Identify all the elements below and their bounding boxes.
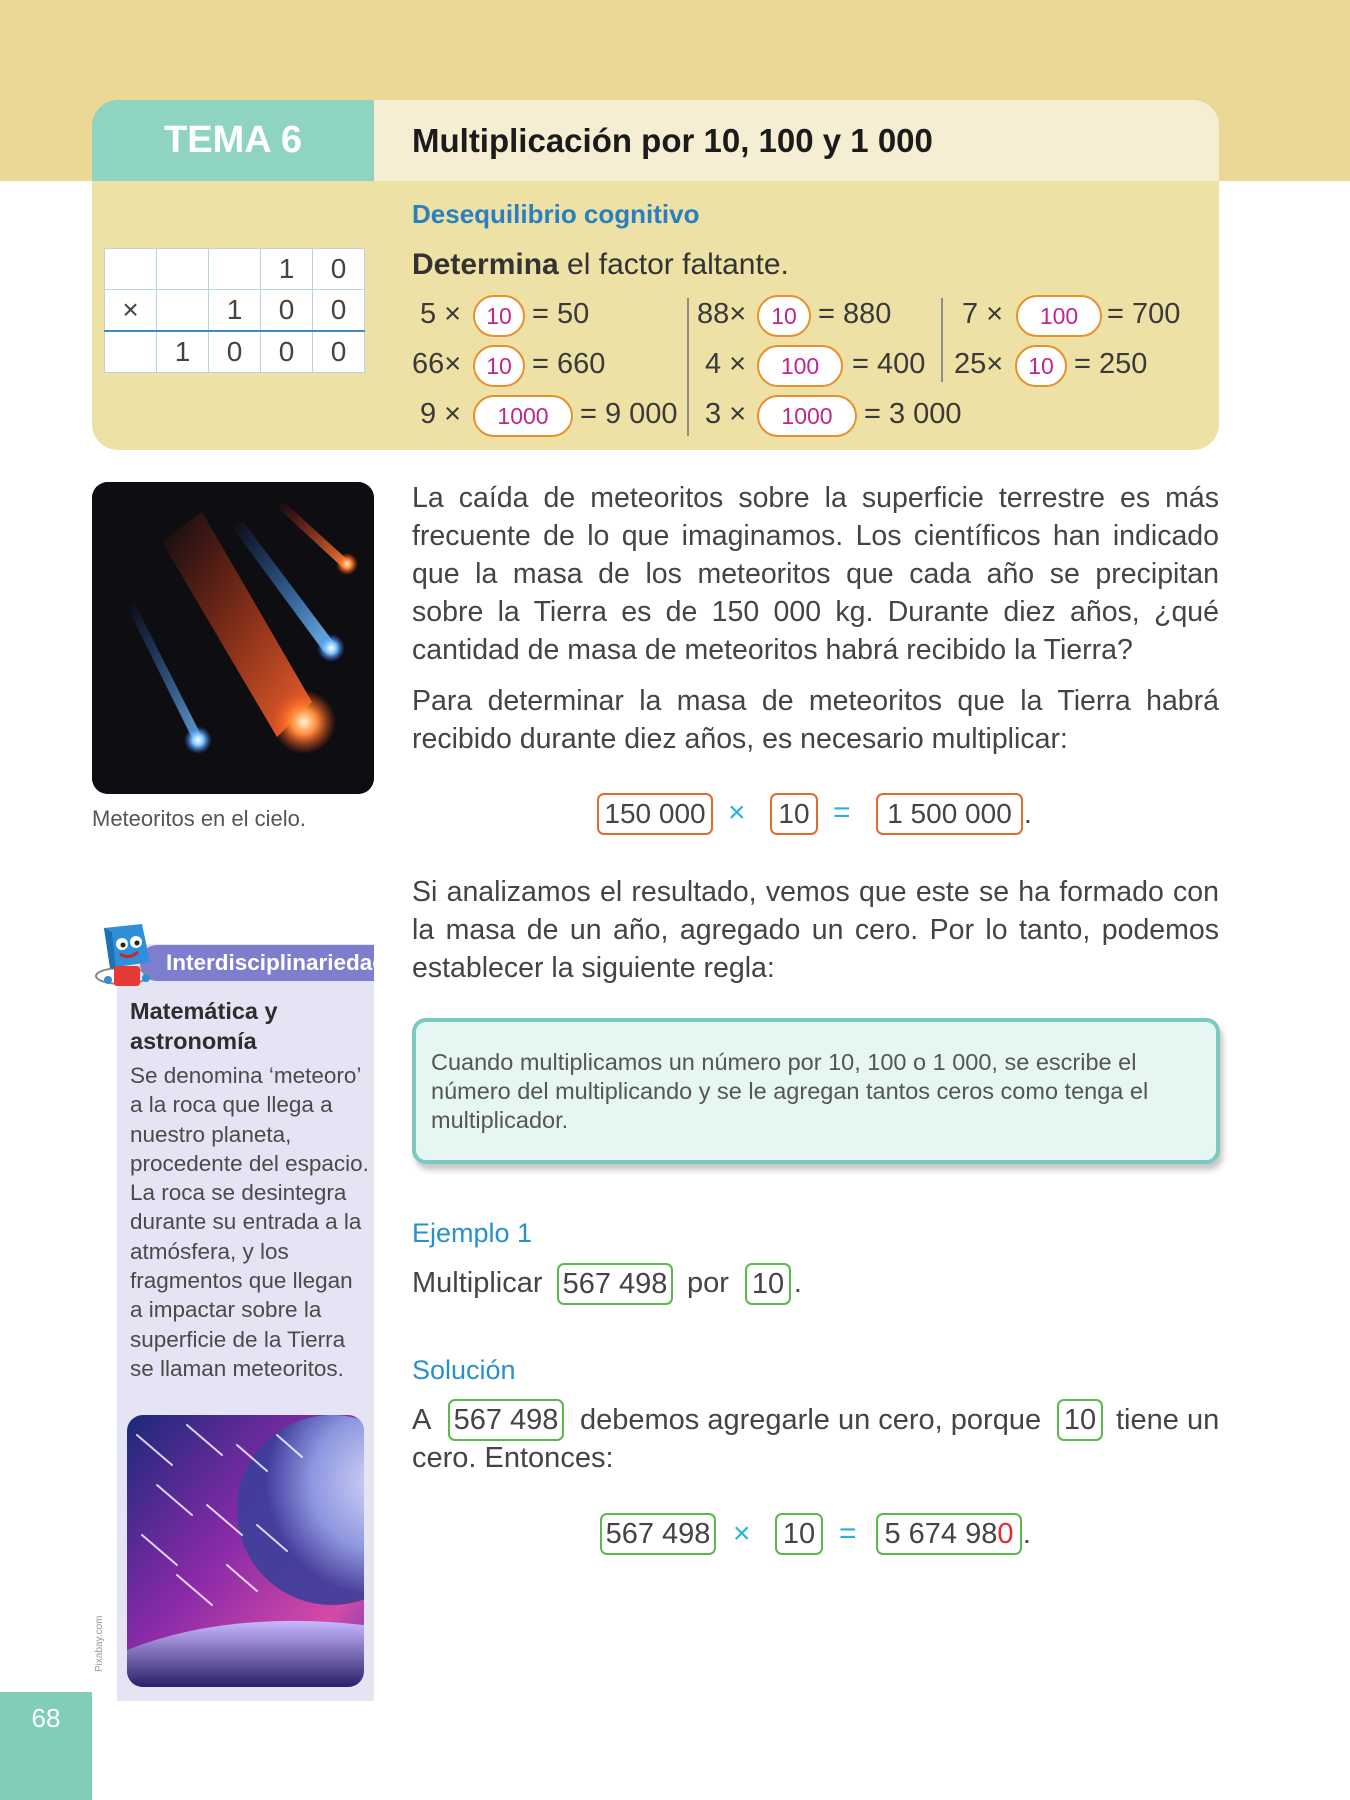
example-heading: Ejemplo 1	[412, 1218, 533, 1248]
factor-box: 10	[775, 1513, 823, 1555]
exercise-right: = 880	[818, 298, 892, 330]
instruction-verb: Determina	[412, 248, 559, 281]
table-cell	[105, 249, 157, 290]
answer-oval: 10	[757, 295, 811, 337]
exercise-left: 88×	[697, 298, 747, 330]
solution-heading: Solución	[412, 1355, 516, 1385]
period: .	[1024, 798, 1032, 829]
exercise-left: 66×	[412, 348, 462, 380]
photo-caption: Meteoritos en el cielo.	[92, 806, 306, 831]
table-cell	[105, 331, 157, 373]
operand-box: 150 000	[597, 793, 713, 835]
instruction	[412, 248, 789, 282]
space-photo	[127, 1415, 364, 1687]
table-cell: 1	[209, 290, 261, 332]
exercise-right: = 250	[1074, 348, 1148, 380]
equals-sign: =	[833, 796, 851, 829]
number-box: 567 498	[448, 1399, 564, 1441]
table-cell	[209, 249, 261, 290]
table-cell	[157, 249, 209, 290]
table-cell: 0	[261, 290, 313, 332]
table-cell: ×	[105, 290, 157, 332]
solution-text: A	[412, 1404, 432, 1436]
instruction-text: el factor faltante.	[558, 248, 789, 281]
operand-box: 567 498	[600, 1513, 716, 1555]
sidebar-text: Se denomina ‘meteoro’ a la roca que llega a nuestro planeta, procedente del espacio. La roca se desintegra durante su entrada a la atmósfera, y los fragmentos que llegan a impactar sobre la superficie de la Tierra se llaman meteoritos.	[130, 1063, 369, 1381]
warmup-heading: Desequilibrio cognitivo	[412, 199, 700, 229]
paragraph-intro: La caída de meteoritos sobre la superficie terrestre es más frecuente de lo que imaginamos. Los científicos han indicado que la masa de los meteoritos que cada año se precipitan sobre la Tierra es de 150 000 kg. Durante diez años, ¿qué cantidad de masa de meteoritos habrá recibido la Tierra?	[412, 482, 1219, 666]
sidebar-title: Matemática y astronomía	[130, 998, 278, 1054]
example-text: por	[687, 1267, 729, 1299]
exercise-right: = 700	[1107, 298, 1181, 330]
table-cell: 0	[313, 290, 365, 332]
answer-oval: 100	[757, 345, 843, 387]
times-sign: ×	[728, 796, 746, 829]
meteor-photo	[92, 482, 374, 794]
book-mascot-icon	[92, 922, 162, 994]
period: .	[1023, 1518, 1031, 1549]
solution-text: cero. Entonces:	[412, 1442, 614, 1474]
exercise-right: = 660	[532, 348, 606, 380]
exercise-right: = 50	[532, 298, 590, 330]
result-digits: 5 674 98	[884, 1517, 998, 1550]
answer-oval: 1000	[757, 395, 857, 437]
answer-oval: 10	[473, 295, 525, 337]
page-title: Multiplicación por 10, 100 y 1 000	[374, 100, 1219, 181]
table-cell: 0	[261, 331, 313, 373]
exercise-right: = 9 000	[580, 398, 678, 430]
paragraph-analysis: Si analizamos el resultado, vemos que este se ha formado con la masa de un año, agregado un cero. Por lo tanto, podemos establecer la siguiente regla:	[412, 876, 1219, 984]
answer-oval: 100	[1016, 295, 1102, 337]
solution-text: debemos agregarle un cero, porque	[580, 1404, 1042, 1436]
answer-oval: 1000	[473, 395, 573, 437]
page-number: 68	[31, 1703, 61, 1733]
exercise-left: 7 ×	[962, 298, 1004, 330]
result-box: 1 500 000	[876, 793, 1023, 835]
answer-oval: 10	[473, 345, 525, 387]
exercise-left: 4 ×	[705, 348, 747, 380]
exercise-right: = 3 000	[864, 398, 962, 430]
paragraph-method: Para determinar la masa de meteoritos que la Tierra habrá recibido durante diez años, es necesario multiplicar:	[412, 685, 1219, 755]
table-cell: 1	[261, 249, 313, 290]
table-row	[105, 290, 365, 332]
exercise-right: = 400	[852, 348, 926, 380]
exercise-left: 9 ×	[420, 398, 462, 430]
column-divider	[687, 298, 689, 436]
interdisciplinary-banner: Interdisciplinariedad	[140, 945, 374, 981]
example-text: Multiplicar	[412, 1267, 543, 1299]
appended-zero: 0	[997, 1517, 1014, 1550]
topic-label: TEMA 6	[92, 100, 374, 181]
exercise-left: 3 ×	[705, 398, 747, 430]
exercise-left: 25×	[954, 348, 1004, 380]
table-cell: 0	[313, 249, 365, 290]
equals-sign: =	[839, 1517, 857, 1550]
number-box: 567 498	[557, 1263, 673, 1305]
solution-text: tiene un	[1116, 1404, 1220, 1436]
table-cell	[157, 290, 209, 332]
multiplication-table	[104, 248, 365, 373]
column-divider	[941, 298, 943, 382]
period: .	[794, 1267, 802, 1298]
rule-box: Cuando multiplicamos un número por 10, 100 o 1 000, se escribe el número del multiplicando y se le agregan tantos ceros como tenga el multiplicador.	[412, 1018, 1220, 1164]
table-row	[105, 331, 365, 373]
table-row	[105, 249, 365, 290]
photo-credit: Pixabay.com	[94, 1615, 105, 1672]
factor-box: 10	[1057, 1399, 1103, 1441]
exercise-left: 5 ×	[420, 298, 462, 330]
factor-box: 10	[770, 793, 818, 835]
table-cell: 0	[209, 331, 261, 373]
factor-box: 10	[745, 1263, 791, 1305]
table-cell: 1	[157, 331, 209, 373]
table-cell: 0	[313, 331, 365, 373]
result-box	[876, 1513, 1022, 1555]
times-sign: ×	[733, 1517, 751, 1550]
answer-oval: 10	[1015, 345, 1067, 387]
